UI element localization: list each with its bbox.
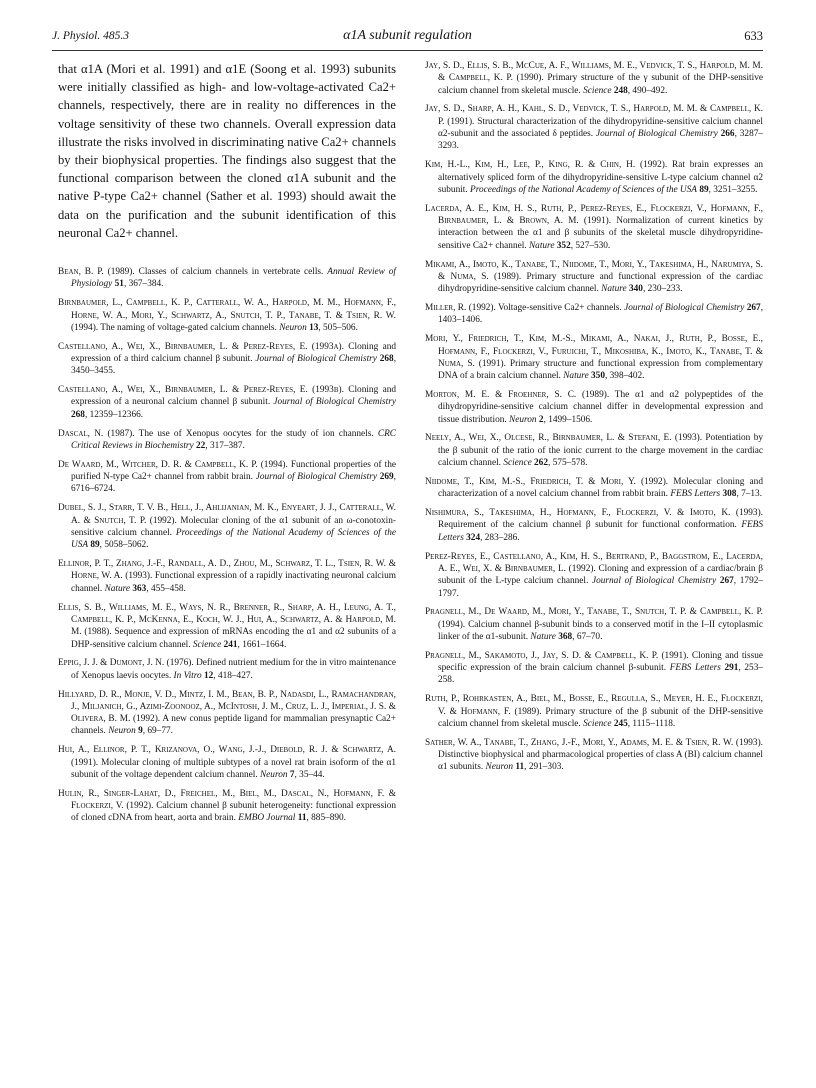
reference-authors: Mikami, A., Imoto, K., Tanabe, T., Niidome, T., Mori, Y., Takeshima, H., Narumiya, S. & Numa, S. (1989). — [425, 259, 763, 282]
reference-volume: 12 — [204, 670, 214, 681]
reference-entry: Perez-Reyes, E., Castellano, A., Kim, H. S., Bertrand, P., Baggstrom, E., Lacerda, A. E., Wei, X. & Birnbaumer, L. (1992). Cloning and expression of a cardiac/brain β subunit of the L-type calcium channel. Journal of Biological Chemistry 267, 1792–1797. — [425, 551, 764, 599]
reference-entry: Morton, M. E. & Froehner, S. C. (1989). The α1 and α2 polypeptides of the dihydropyridine-sensitive calcium channel differ in developmental expression and tissue distribution. Neuron 2, 1499–1506. — [425, 389, 763, 425]
reference-pages: 67–70. — [576, 632, 603, 642]
reference-authors: Kim, H.-L., Kim, H., Lee, P., King, R. & Chin, H. (1992). — [425, 160, 668, 171]
reference-authors: Castellano, A., Wei, X., Birnbaumer, L. & Perez-Reyes, E. (1993a). — [58, 341, 344, 352]
reference-title: Voltage-sensitive Ca2+ channels. — [498, 303, 622, 314]
reference-pages: 1115–1118. — [632, 718, 676, 729]
reference-journal: Proceedings of the National Academy of Sciences of the USA — [71, 527, 397, 551]
reference-journal: Nature — [563, 371, 589, 382]
reference-volume: 350 — [591, 371, 605, 382]
reference-journal: Nature — [104, 583, 131, 594]
reference-title: Primary structure of the γ subunit of the DHP-sensitive calcium channel from skeletal muscle. — [438, 73, 763, 96]
reference-entry: Niidome, T., Kim, M.-S., Friedrich, T. & Mori, Y. (1992). Molecular cloning and characterization of a novel calcium channel from rabbit brain. FEBS Letters 308, 7–13. — [425, 476, 763, 500]
body-paragraph: that α1A (Mori et al. 1991) and α1E (Soong et al. 1993) subunits were initially classified as high- and low-voltage-activated Ca2+ channels, respectively, there are in reality no differences in the voltage sensitivity of these two channels. Overall expression data illustrate the risks involved in discriminating native Ca2+ channels by their biophysical properties. The findings also suggest that the functional comparison between the cloned α1A subunit and the native P-type Ca2+ channel (Sather et al. 1993) should await the data on the purification and the subunit identification of this neuronal Ca2+ channel. — [58, 62, 396, 240]
reference-journal: Neuron — [485, 762, 514, 773]
reference-journal: Nature — [530, 632, 556, 642]
reference-entry: Dubel, S. J., Starr, T. V. B., Hell, J., Ahlijanian, M. K., Enyeart, J. J., Catterall, W. A. & Snutch, T. P. (1992). Molecular cloning of the α1 subunit of an ω-conotoxin-sensitive calcium channel. Proceedings of the National Academy of Sciences of the USA 89, 5058–5062. — [58, 503, 397, 551]
reference-title: A new conus peptide ligand for mammalian presynaptic Ca2+ channels. — [71, 714, 397, 737]
reference-journal: Science — [192, 639, 222, 650]
reference-authors: Pragnell, M., De Waard, M., Mori, Y., Tanabe, T., Snutch, T. P. & Campbell, K. P. (1994). — [425, 607, 763, 630]
reference-authors: De Waard, M., Witcher, D. R. & Campbell, K. P. (1994). — [58, 459, 288, 470]
reference-pages: 3287–3293. — [438, 129, 764, 152]
reference-pages: 12359–12366. — [89, 409, 144, 420]
reference-volume: 11 — [297, 813, 307, 824]
reference-journal: Proceedings of the National Academy of Sciences of the USA — [470, 184, 697, 195]
reference-title: Calcium channel β-subunit binds to a conserved motif in the I–II cytoplasmic linker of the α1-subunit. — [438, 619, 763, 642]
reference-authors: Hillyard, D. R., Monje, V. D., Mintz, I. M., Bean, B. P., Nadasdi, L., Ramachandran, J., Miljanich, G., Azimi-Zoonooz, A., McIntosh, J. M., Cruz, L. J., Imperial, J. S. & Olivera, B. M. (1992). — [58, 689, 396, 725]
reference-pages: 283–286. — [484, 532, 520, 543]
reference-pages: 3450–3455. — [71, 366, 116, 377]
reference-entry: Hui, A., Ellinor, P. T., Krizanova, O., Wang, J.-J., Diebold, R. J. & Schwartz, A. (1991). Molecular cloning of multiple subtypes of a novel rat brain isoform of the α1 subunit of the voltage dependent calcium channel. Neuron 7, 35–44. — [58, 745, 396, 780]
reference-volume: 266 — [720, 129, 735, 140]
reference-volume: 267 — [719, 576, 734, 587]
reference-journal: Science — [583, 718, 612, 729]
reference-journal: Neuron — [108, 726, 136, 737]
reference-pages: 291–303. — [528, 762, 564, 773]
reference-authors: Hulin, R., Singer-Lahat, D., Freichel, M., Biel, M., Dascal, N., Hofmann, F. & Flockerzi, V. (1992). — [58, 788, 396, 812]
reference-volume: 22 — [195, 440, 206, 451]
running-header — [52, 28, 763, 50]
reference-authors: Jay, S. D., Ellis, S. B., McCue, A. F., Williams, M. E., Vedvick, T. S., Harpold, M. M. & Campbell, K. P. (1990). — [425, 61, 763, 84]
reference-entry: Castellano, A., Wei, X., Birnbaumer, L. & Perez-Reyes, E. (1993b). Cloning and expression of a neuronal calcium channel β subunit. Journal of Biological Chemistry 268, 12359–12366. — [58, 385, 396, 420]
reference-volume: 11 — [515, 762, 525, 773]
reference-journal: In Vitro — [173, 670, 202, 681]
reference-authors: Ellinor, P. T., Zhang, J.-F., Randall, A. D., Zhou, M., Schwarz, T. L., Tsien, R. W. & Horne, W. A. (1993). — [58, 559, 396, 582]
reference-journal: Annual Review of Physiology — [71, 267, 397, 290]
reference-journal: Journal of Biological Chemistry — [255, 472, 377, 483]
reference-title: Primary structure and functional expression from complementary DNA of a brain calcium channel. — [438, 358, 763, 382]
reference-title: Molecular cloning of multiple subtypes of a novel rat brain isoform of the α1 subunit of the voltage dependent calcium channel. — [71, 757, 396, 780]
reference-journal: Journal of Biological Chemistry — [624, 303, 745, 314]
reference-journal: Journal of Biological Chemistry — [595, 129, 718, 140]
reference-title: Cloning and expression of a cardiac/brain β subunit of the L-type calcium channel. — [438, 563, 763, 587]
reference-title: The naming of voltage-gated calcium channels. — [100, 322, 277, 333]
reference-entry: Dascal, N. (1987). The use of Xenopus oocytes for the study of ion channels. CRC Critical Reviews in Biochemistry 22, 317–387. — [58, 428, 396, 451]
reference-entry: Sather, W. A., Tanabe, T., Zhang, J.-F., Mori, Y., Adams, M. E. & Tsien, R. W. (1993). Distinctive biophysical and pharmacological properties of class A (BI) calcium channel α1 subunits. Neuron 11, 291–303. — [425, 737, 763, 773]
reference-pages: 317–387. — [209, 440, 245, 451]
reference-pages: 1499–1506. — [548, 414, 593, 425]
reference-pages: 253–258. — [438, 663, 763, 686]
reference-title: The use of Xenopus oocytes for the study of ion channels. — [138, 428, 374, 439]
reference-entry: Jay, S. D., Sharp, A. H., Kahl, S. D., Vedvick, T. S., Harpold, M. M. & Campbell, K. P. (1991). Structural characterization of the dihydropyridine-sensitive calcium channel α2-subunit and the associated δ peptides. Journal of Biological Chemistry 266, 3287–3293. — [425, 104, 764, 152]
reference-title: Cloning and tissue specific expression of the brain calcium channel β-subunit. — [438, 650, 764, 674]
reference-entry: Kim, H.-L., Kim, H., Lee, P., King, R. & Chin, H. (1992). Rat brain expresses an alternatively spliced form of the dihydropyridine-sensitive L-type calcium channel α2 subunit. Proceedings of the National Academy of Sciences of the USA 89, 3251–3255. — [425, 160, 763, 195]
reference-volume: 268 — [379, 354, 394, 364]
reference-journal: EMBO Journal — [238, 813, 296, 824]
reference-pages: 505–506. — [323, 322, 358, 333]
reference-pages: 527–530. — [575, 240, 611, 251]
reference-title: Sequence and expression of mRNAs encoding the α1 and α2 subunits of a DHP-sensitive calcium channel. — [71, 627, 397, 650]
reference-pages: 885–890. — [311, 813, 347, 824]
header-rule — [52, 50, 763, 51]
reference-pages: 6716–6724. — [71, 484, 116, 495]
reference-volume: 2 — [538, 414, 544, 425]
reference-authors: Niidome, T., Kim, M.-S., Friedrich, T. & Mori, Y. (1992). — [425, 476, 669, 487]
reference-entry: Miller, R. (1992). Voltage-sensitive Ca2+ channels. Journal of Biological Chemistry 267, 1403–1406. — [425, 303, 764, 326]
reference-volume: 291 — [724, 663, 739, 674]
reference-volume: 89 — [90, 540, 100, 551]
reference-pages: 367–384. — [128, 279, 164, 290]
reference-volume: 248 — [613, 85, 628, 96]
reference-list-left — [58, 266, 396, 825]
reference-journal: Science — [583, 85, 612, 96]
journal-citation: J. Physiol. 485.3 — [52, 30, 129, 42]
reference-authors: Dascal, N. (1987). — [58, 428, 135, 439]
reference-journal: Neuron — [279, 322, 307, 333]
reference-volume: 267 — [746, 303, 761, 314]
reference-authors: Ruth, P., Rohrkasten, A., Biel, M., Bosse, E., Regulla, S., Meyer, H. E., Flockerzi, V. & Hofmann, F. (1989). — [425, 694, 763, 717]
reference-authors: Miller, R. (1992). — [425, 303, 496, 314]
reference-volume: 308 — [722, 489, 737, 500]
reference-authors: Ellis, S. B., Williams, M. E., Ways, N. R., Brenner, R., Sharp, A. H., Leung, A. T., Campbell, K. P., McKenna, E., Koch, W. J., Hui, A., Schwartz, A. & Harpold, M. M. (1988). — [58, 602, 396, 638]
right-column — [425, 60, 763, 780]
reference-entry: Eppig, J. J. & Dumont, J. N. (1976). Defined nutrient medium for the in vitro maintenance of Xenopus laevis oocytes. In Vitro 12, 418–427. — [58, 658, 397, 681]
reference-volume: 324 — [466, 532, 481, 543]
reference-title: The α1 and α2 polypeptides of the dihydropyridine-sensitive calcium channel differ in developmental expression and tissue distribution. — [438, 389, 763, 425]
reference-title: Functional properties of the purified N-type Ca2+ channel from rabbit brain. — [71, 459, 397, 483]
reference-entry: Hulin, R., Singer-Lahat, D., Freichel, M., Biel, M., Dascal, N., Hofmann, F. & Flockerzi, V. (1992). Calcium channel β subunit heterogeneity: functional expression of cloned cDNA from heart, aorta and brain. EMBO Journal 11, 885–890. — [58, 788, 397, 824]
reference-pages: 5058–5062. — [104, 540, 149, 551]
reference-title: Cloning and expression of a third calcium channel β subunit. — [71, 341, 396, 364]
reference-pages: 398–402. — [609, 371, 645, 382]
reference-journal: Science — [503, 458, 532, 469]
running-title: α1A subunit regulation — [343, 28, 472, 43]
reference-title: Distinctive biophysical and pharmacological properties of class A (BI) calcium channel α1 subunits. — [438, 750, 763, 773]
reference-title: Primary structure and functional expression of the cardiac dihydropyridine-sensitive calcium channel. — [438, 271, 764, 295]
reference-volume: 13 — [309, 322, 319, 333]
reference-journal: Neuron — [509, 414, 537, 425]
reference-pages: 7–13. — [741, 489, 763, 500]
reference-volume: 51 — [114, 279, 124, 290]
reference-pages: 490–492. — [632, 85, 668, 96]
reference-entry: Ruth, P., Rohrkasten, A., Biel, M., Bosse, E., Regulla, S., Meyer, H. E., Flockerzi, V. & Hofmann, F. (1989). Primary structure of the β subunit of the DHP-sensitive calcium channel from skeletal muscle. Science 245, 1115–1118. — [425, 694, 763, 729]
reference-authors: Mori, Y., Friedrich, T., Kim, M.-S., Mikami, A., Nakai, J., Ruth, P., Bosse, E., Hofmann, F., Flockerzi, V., Furuichi, T., Mikoshiba, K., Imoto, K., Tanabe, T. & Numa, S. (1991). — [425, 334, 763, 369]
reference-authors: Jay, S. D., Sharp, A. H., Kahl, S. D., Vedvick, T. S., Harpold, M. M. & Campbell, K. P. (1991). — [425, 104, 763, 127]
reference-volume: 262 — [534, 458, 548, 469]
reference-pages: 1403–1406. — [438, 315, 483, 326]
reference-entry: Lacerda, A. E., Kim, H. S., Ruth, P., Perez-Reyes, E., Flockerzi, V., Hofmann, F., Birnbaumer, L. & Brown, A. M. (1991). Normalization of current kinetics by interaction between the α1 and β subunits of the skeletal muscle dihydropyridine-sensitive Ca2+ channel. Nature 352, 527–530. — [425, 203, 763, 251]
reference-authors: Neely, A., Wei, X., Olcese, R., Birnbaumer, L. & Stefani, E. (1993). — [425, 433, 703, 444]
reference-volume: 352 — [556, 240, 571, 251]
reference-authors: Pragnell, M., Sakamoto, J., Jay, S. D. & Campbell, K. P. (1991). — [425, 650, 689, 661]
reference-volume: 89 — [699, 184, 709, 195]
reference-entry: Ellis, S. B., Williams, M. E., Ways, N. R., Brenner, R., Sharp, A. H., Leung, A. T., Campbell, K. P., McKenna, E., Koch, W. J., Hui, A., Schwartz, A. & Harpold, M. M. (1988). Sequence and expression of mRNAs encoding the α1 and α2 subunits of a DHP-sensitive calcium channel. Science 241, 1661–1664. — [58, 602, 397, 650]
reference-title: Potentiation by the β subunit of the ratio of the ionic current to the charge movement in the cardiac calcium channel. — [438, 433, 763, 469]
reference-title: Primary structure of the β subunit of the DHP-sensitive calcium channel from skeletal muscle. — [438, 706, 763, 729]
reference-volume: 7 — [289, 769, 295, 780]
reference-title: Molecular cloning and characterization of a novel calcium channel from rabbit brain. — [438, 476, 763, 500]
reference-authors: Morton, M. E. & Froehner, S. C. (1989). — [425, 389, 610, 400]
reference-journal: Nature — [601, 284, 627, 295]
reference-pages: 455–458. — [150, 583, 186, 594]
reference-title: Calcium channel β subunit heterogeneity: functional expression of cloned cDNA from heart, aorta and brain. — [71, 801, 397, 824]
reference-authors: Birnbaumer, L., Campbell, K. P., Catterall, W. A., Harpold, M. M., Hofmann, F., Horne, W. A., Mori, Y., Schwartz, A., Snutch, T. P., Tanabe, T. & Tsien, R. W. (1994). — [58, 298, 396, 333]
reference-volume: 241 — [223, 639, 238, 650]
reference-journal: FEBS Letters — [438, 520, 763, 543]
reference-title: Normalization of current kinetics by interaction between the α1 and β subunits of the skeletal muscle dihydropyridine-sensitive Ca2+ channel. — [438, 216, 763, 251]
reference-authors: Eppig, J. J. & Dumont, J. N. (1976). — [58, 658, 194, 669]
reference-authors: Dubel, S. J., Starr, T. V. B., Hell, J., Ahlijanian, M. K., Enyeart, J. J., Catterall, W. A. & Snutch, T. P. (1992). — [58, 503, 396, 526]
reference-title: Rat brain expresses an alternatively spliced form of the dihydropyridine-sensitive L-type calcium channel α2 subunit. — [438, 160, 763, 195]
reference-entry: Mori, Y., Friedrich, T., Kim, M.-S., Mikami, A., Nakai, J., Ruth, P., Bosse, E., Hofmann, F., Flockerzi, V., Furuichi, T., Mikoshiba, K., Imoto, K., Tanabe, T. & Numa, S. (1991). Primary structure and functional expression from complementary DNA of a brain calcium channel. Nature 350, 398–402. — [425, 334, 763, 382]
reference-pages: 1661–1664. — [242, 639, 287, 650]
reference-journal: Nature — [528, 240, 555, 251]
reference-title: Molecular cloning of the α1 subunit of an ω-conotoxin-sensitive calcium channel. — [71, 515, 396, 538]
reference-authors: Perez-Reyes, E., Castellano, A., Kim, H. S., Bertrand, P., Baggstrom, E., Lacerda, A. E., Wei, X. & Birnbaumer, L. (1992). — [425, 551, 763, 574]
reference-journal: Journal of Biological Chemistry — [255, 354, 377, 364]
reference-pages: 230–233. — [647, 284, 683, 295]
reference-authors: Hui, A., Ellinor, P. T., Krizanova, O., Wang, J.-J., Diebold, R. J. & Schwartz, A. (1991). — [58, 745, 396, 768]
reference-pages: 69–77. — [147, 726, 173, 737]
reference-volume: 245 — [613, 718, 628, 729]
reference-entry: Birnbaumer, L., Campbell, K. P., Catterall, W. A., Harpold, M. M., Hofmann, F., Horne, W. A., Mori, Y., Schwartz, A., Snutch, T. P., Tanabe, T. & Tsien, R. W. (1994). The naming of voltage-gated calcium channels. Neuron 13, 505–506. — [58, 298, 396, 333]
reference-journal: FEBS Letters — [669, 663, 721, 674]
reference-pages: 1792–1797. — [438, 576, 764, 599]
reference-list-right — [425, 60, 763, 774]
reference-title: Structural characterization of the dihydropyridine-sensitive calcium channel α2-subunit and the associated δ peptides. — [438, 116, 764, 140]
reference-entry: De Waard, M., Witcher, D. R. & Campbell, K. P. (1994). Functional properties of the purified N-type Ca2+ channel from rabbit brain. Journal of Biological Chemistry 269, 6716–6724. — [58, 459, 397, 495]
reference-title: Functional expression of a rapidly inactivating neuronal calcium channel. — [71, 571, 397, 594]
reference-entry: Pragnell, M., De Waard, M., Mori, Y., Tanabe, T., Snutch, T. P. & Campbell, K. P. (1994). Calcium channel β-subunit binds to a conserved motif in the I–II cytoplasmic linker of the α1-subunit. Nature 368, 67–70. — [425, 607, 763, 642]
reference-authors: Bean, B. P. (1989). — [58, 267, 135, 278]
reference-entry: Bean, B. P. (1989). Classes of calcium channels in vertebrate cells. Annual Review of Physiology 51, 367–384. — [58, 267, 397, 290]
reference-volume: 9 — [138, 726, 143, 737]
reference-pages: 575–578. — [552, 458, 588, 469]
reference-entry: Hillyard, D. R., Monje, V. D., Mintz, I. M., Bean, B. P., Nadasdi, L., Ramachandran, J., Miljanich, G., Azimi-Zoonooz, A., McIntosh, J. M., Cruz, L. J., Imperial, J. S. & Olivera, B. M. (1992). A new conus peptide ligand for mammalian presynaptic Ca2+ channels. Neuron 9, 69–77. — [58, 689, 397, 737]
reference-authors: Nishimura, S., Takeshima, H., Hofmann, F., Flockerzi, V. & Imoto, K. (1993). — [425, 508, 763, 519]
reference-entry: Nishimura, S., Takeshima, H., Hofmann, F., Flockerzi, V. & Imoto, K. (1993). Requirement of the calcium channel β subunit for functional conformation. FEBS Letters 324, 283–286. — [425, 508, 763, 543]
reference-title: Defined nutrient medium for the in vitro maintenance of Xenopus laevis oocytes. — [71, 658, 397, 681]
reference-pages: 3251–3255. — [713, 184, 758, 195]
reference-journal: Journal of Biological Chemistry — [591, 576, 717, 587]
reference-title: Classes of calcium channels in vertebrate cells. — [138, 267, 324, 278]
reference-journal: Neuron — [259, 769, 288, 780]
reference-entry: Jay, S. D., Ellis, S. B., McCue, A. F., Williams, M. E., Vedvick, T. S., Harpold, M. M. & Campbell, K. P. (1990). Primary structure of the γ subunit of the DHP-sensitive calcium channel from skeletal muscle. Science 248, 490–492. — [425, 61, 763, 96]
reference-title: Cloning and expression of a neuronal calcium channel β subunit. — [71, 385, 396, 408]
reference-journal: CRC Critical Reviews in Biochemistry — [71, 428, 396, 451]
page-number: 633 — [744, 29, 763, 43]
reference-authors: Castellano, A., Wei, X., Birnbaumer, L. & Perez-Reyes, E. (1993b). — [58, 385, 344, 396]
reference-entry: Neely, A., Wei, X., Olcese, R., Birnbaumer, L. & Stefani, E. (1993). Potentiation by the β subunit of the ratio of the ionic current to the charge movement in the cardiac calcium channel. Science 262, 575–578. — [425, 433, 763, 469]
reference-authors: Lacerda, A. E., Kim, H. S., Ruth, P., Perez-Reyes, E., Flockerzi, V., Hofmann, F., Birnbaumer, L. & Brown, A. M. (1991). — [425, 203, 763, 227]
reference-pages: 418–427. — [217, 670, 253, 681]
reference-volume: 340 — [628, 284, 643, 295]
reference-volume: 269 — [379, 472, 394, 483]
reference-pages: 35–44. — [299, 769, 325, 780]
reference-title: Requirement of the calcium channel β subunit for functional conformation. — [438, 520, 737, 531]
reference-volume: 368 — [558, 632, 573, 642]
reference-entry: Castellano, A., Wei, X., Birnbaumer, L. & Perez-Reyes, E. (1993a). Cloning and expression of a third calcium channel β subunit. Journal of Biological Chemistry 268, 3450–3455. — [58, 341, 397, 377]
left-column — [58, 60, 396, 831]
reference-journal: Journal of Biological Chemistry — [273, 397, 396, 408]
reference-authors: Sather, W. A., Tanabe, T., Zhang, J.-F., Mori, Y., Adams, M. E. & Tsien, R. W. (1993). — [425, 737, 763, 748]
reference-entry: Mikami, A., Imoto, K., Tanabe, T., Niidome, T., Mori, Y., Takeshima, H., Narumiya, S. & Numa, S. (1989). Primary structure and functional expression of the cardiac dihydropyridine-sensitive calcium channel. Nature 340, 230–233. — [425, 259, 764, 295]
reference-entry: Pragnell, M., Sakamoto, J., Jay, S. D. & Campbell, K. P. (1991). Cloning and tissue specific expression of the brain calcium channel β-subunit. FEBS Letters 291, 253–258. — [425, 650, 764, 686]
reference-volume: 363 — [132, 583, 147, 594]
reference-entry: Ellinor, P. T., Zhang, J.-F., Randall, A. D., Zhou, M., Schwarz, T. L., Tsien, R. W. & Horne, W. A. (1993). Functional expression of a rapidly inactivating neuronal calcium channel. Nature 363, 455–458. — [58, 559, 397, 594]
reference-volume: 268 — [71, 409, 85, 420]
reference-journal: FEBS Letters — [670, 489, 721, 500]
